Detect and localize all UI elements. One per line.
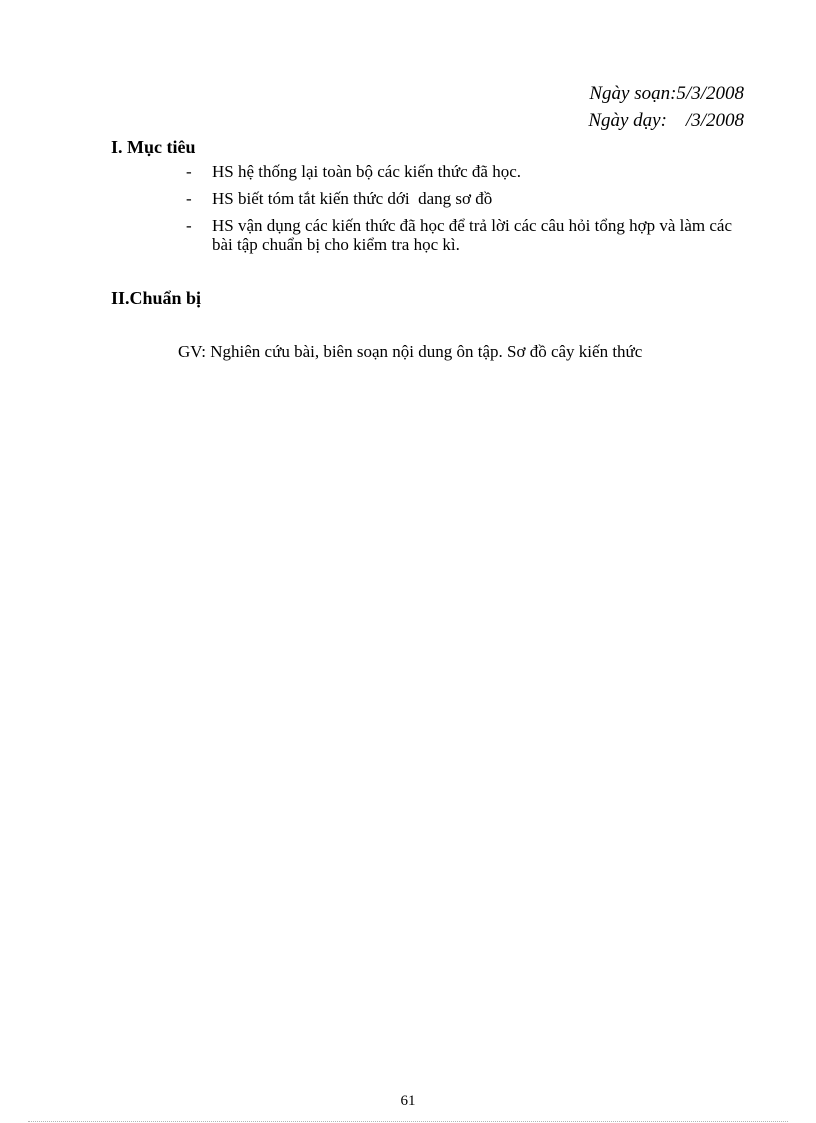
teacher-preparation-text: GV: Nghiên cứu bài, biên soạn nội dung ôn tập. Sơ đồ cây kiến thức <box>178 342 643 361</box>
date-taught: Ngày dạy: /3/2008 <box>588 110 744 131</box>
page-number: 61 <box>400 1093 416 1109</box>
section-heading-preparation: II.Chuẩn bị <box>111 288 202 308</box>
list-item <box>184 189 754 208</box>
list-item <box>184 216 754 254</box>
list-item-text: HS biết tóm tắt kiến thức dới dang sơ đồ <box>212 189 493 208</box>
bullet-dash: - <box>186 162 192 181</box>
list-item-text: HS vận dụng các kiến thức đã học để trả lời các câu hỏi tổng hợp và làm các bài tập chuẩn bị cho kiểm tra học kì. <box>212 216 733 254</box>
date-prepared: Ngày soạn:5/3/2008 <box>589 83 744 104</box>
bullet-dash: - <box>186 216 192 235</box>
objectives-list <box>184 162 754 262</box>
date-block <box>588 80 744 134</box>
footer-divider <box>28 1121 788 1122</box>
list-item-text: HS hệ thống lại toàn bộ các kiến thức đã học. <box>212 162 521 181</box>
list-item <box>184 162 754 181</box>
section-heading-objectives: I. Mục tiêu <box>111 137 196 157</box>
bullet-dash: - <box>186 189 192 208</box>
